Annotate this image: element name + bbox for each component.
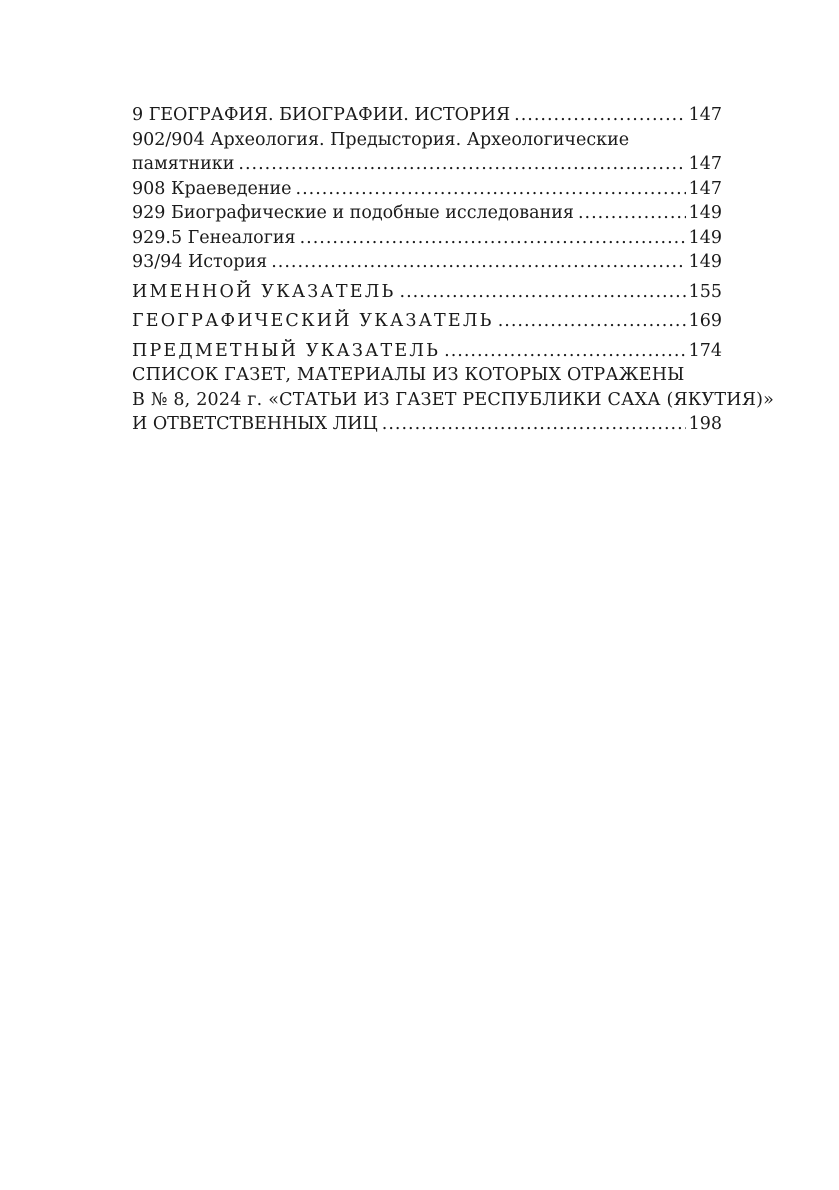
toc-entry-label: памятники bbox=[132, 154, 235, 174]
toc-entry-page: 147 bbox=[688, 154, 722, 174]
toc-entry-page: 198 bbox=[688, 414, 722, 434]
dot-leader bbox=[514, 103, 685, 128]
table-of-contents bbox=[132, 103, 774, 437]
toc-entry-page: 149 bbox=[688, 252, 722, 272]
toc-entry-newspaper-list[interactable] bbox=[132, 412, 722, 437]
toc-entry-label: 908 Краеведение bbox=[132, 178, 292, 199]
dot-leader bbox=[444, 339, 685, 364]
toc-entry-page: 147 bbox=[688, 178, 722, 199]
toc-entry-line: 902/904 Археология. Предыстория. Археологические bbox=[132, 129, 630, 150]
toc-entry-page: 149 bbox=[688, 227, 722, 248]
toc-entry-page: 155 bbox=[688, 281, 722, 302]
toc-entry-label: ИМЕННОЙ УКАЗАТЕЛЬ bbox=[132, 281, 396, 302]
toc-entry-biographical-studies[interactable] bbox=[132, 201, 722, 226]
toc-entry-page: 149 bbox=[688, 203, 722, 223]
toc-entry-local-history[interactable] bbox=[132, 177, 722, 202]
dot-leader bbox=[400, 280, 686, 305]
toc-entry-newspaper-list-block bbox=[132, 363, 774, 437]
toc-entry-subject-index[interactable] bbox=[132, 339, 722, 364]
dot-leader bbox=[382, 412, 686, 437]
toc-entry-label: 9 ГЕОГРАФИЯ. БИОГРАФИИ. ИСТОРИЯ bbox=[132, 105, 511, 125]
dot-leader bbox=[271, 250, 685, 275]
toc-entry-label: И ОТВЕТСТВЕННЫХ ЛИЦ bbox=[132, 414, 378, 434]
toc-entry-line: В № 8, 2024 г. «СТАТЬИ ИЗ ГАЗЕТ РЕСПУБЛИКИ САХА (ЯКУТИЯ)» bbox=[132, 389, 774, 410]
toc-entry-geography-biography-history[interactable] bbox=[132, 103, 722, 128]
toc-entry-label: ГЕОГРАФИЧЕСКИЙ УКАЗАТЕЛЬ bbox=[132, 311, 494, 331]
toc-entry-label: ПРЕДМЕТНЫЙ УКАЗАТЕЛЬ bbox=[132, 340, 441, 361]
toc-entry-archaeology[interactable] bbox=[132, 152, 722, 177]
toc-entry-page: 169 bbox=[688, 311, 722, 331]
dot-leader bbox=[498, 309, 686, 334]
toc-entry-history[interactable] bbox=[132, 250, 722, 275]
dot-leader bbox=[300, 226, 686, 251]
toc-entry-page: 174 bbox=[688, 340, 722, 361]
toc-entry-geographic-index[interactable] bbox=[132, 309, 722, 334]
toc-entry-name-index[interactable] bbox=[132, 280, 722, 305]
dot-leader bbox=[296, 177, 686, 202]
toc-entry-label: 929 Биографические и подобные исследования bbox=[132, 203, 574, 223]
toc-entry-line: СПИСОК ГАЗЕТ, МАТЕРИАЛЫ ИЗ КОТОРЫХ ОТРАЖЕНЫ bbox=[132, 365, 685, 385]
toc-entry-label: 93/94 История bbox=[132, 252, 268, 272]
toc-entry-genealogy[interactable] bbox=[132, 226, 722, 251]
toc-entry-label: 929.5 Генеалогия bbox=[132, 227, 296, 248]
dot-leader bbox=[578, 201, 686, 226]
dot-leader bbox=[238, 152, 685, 177]
toc-entry-page: 147 bbox=[688, 105, 722, 125]
